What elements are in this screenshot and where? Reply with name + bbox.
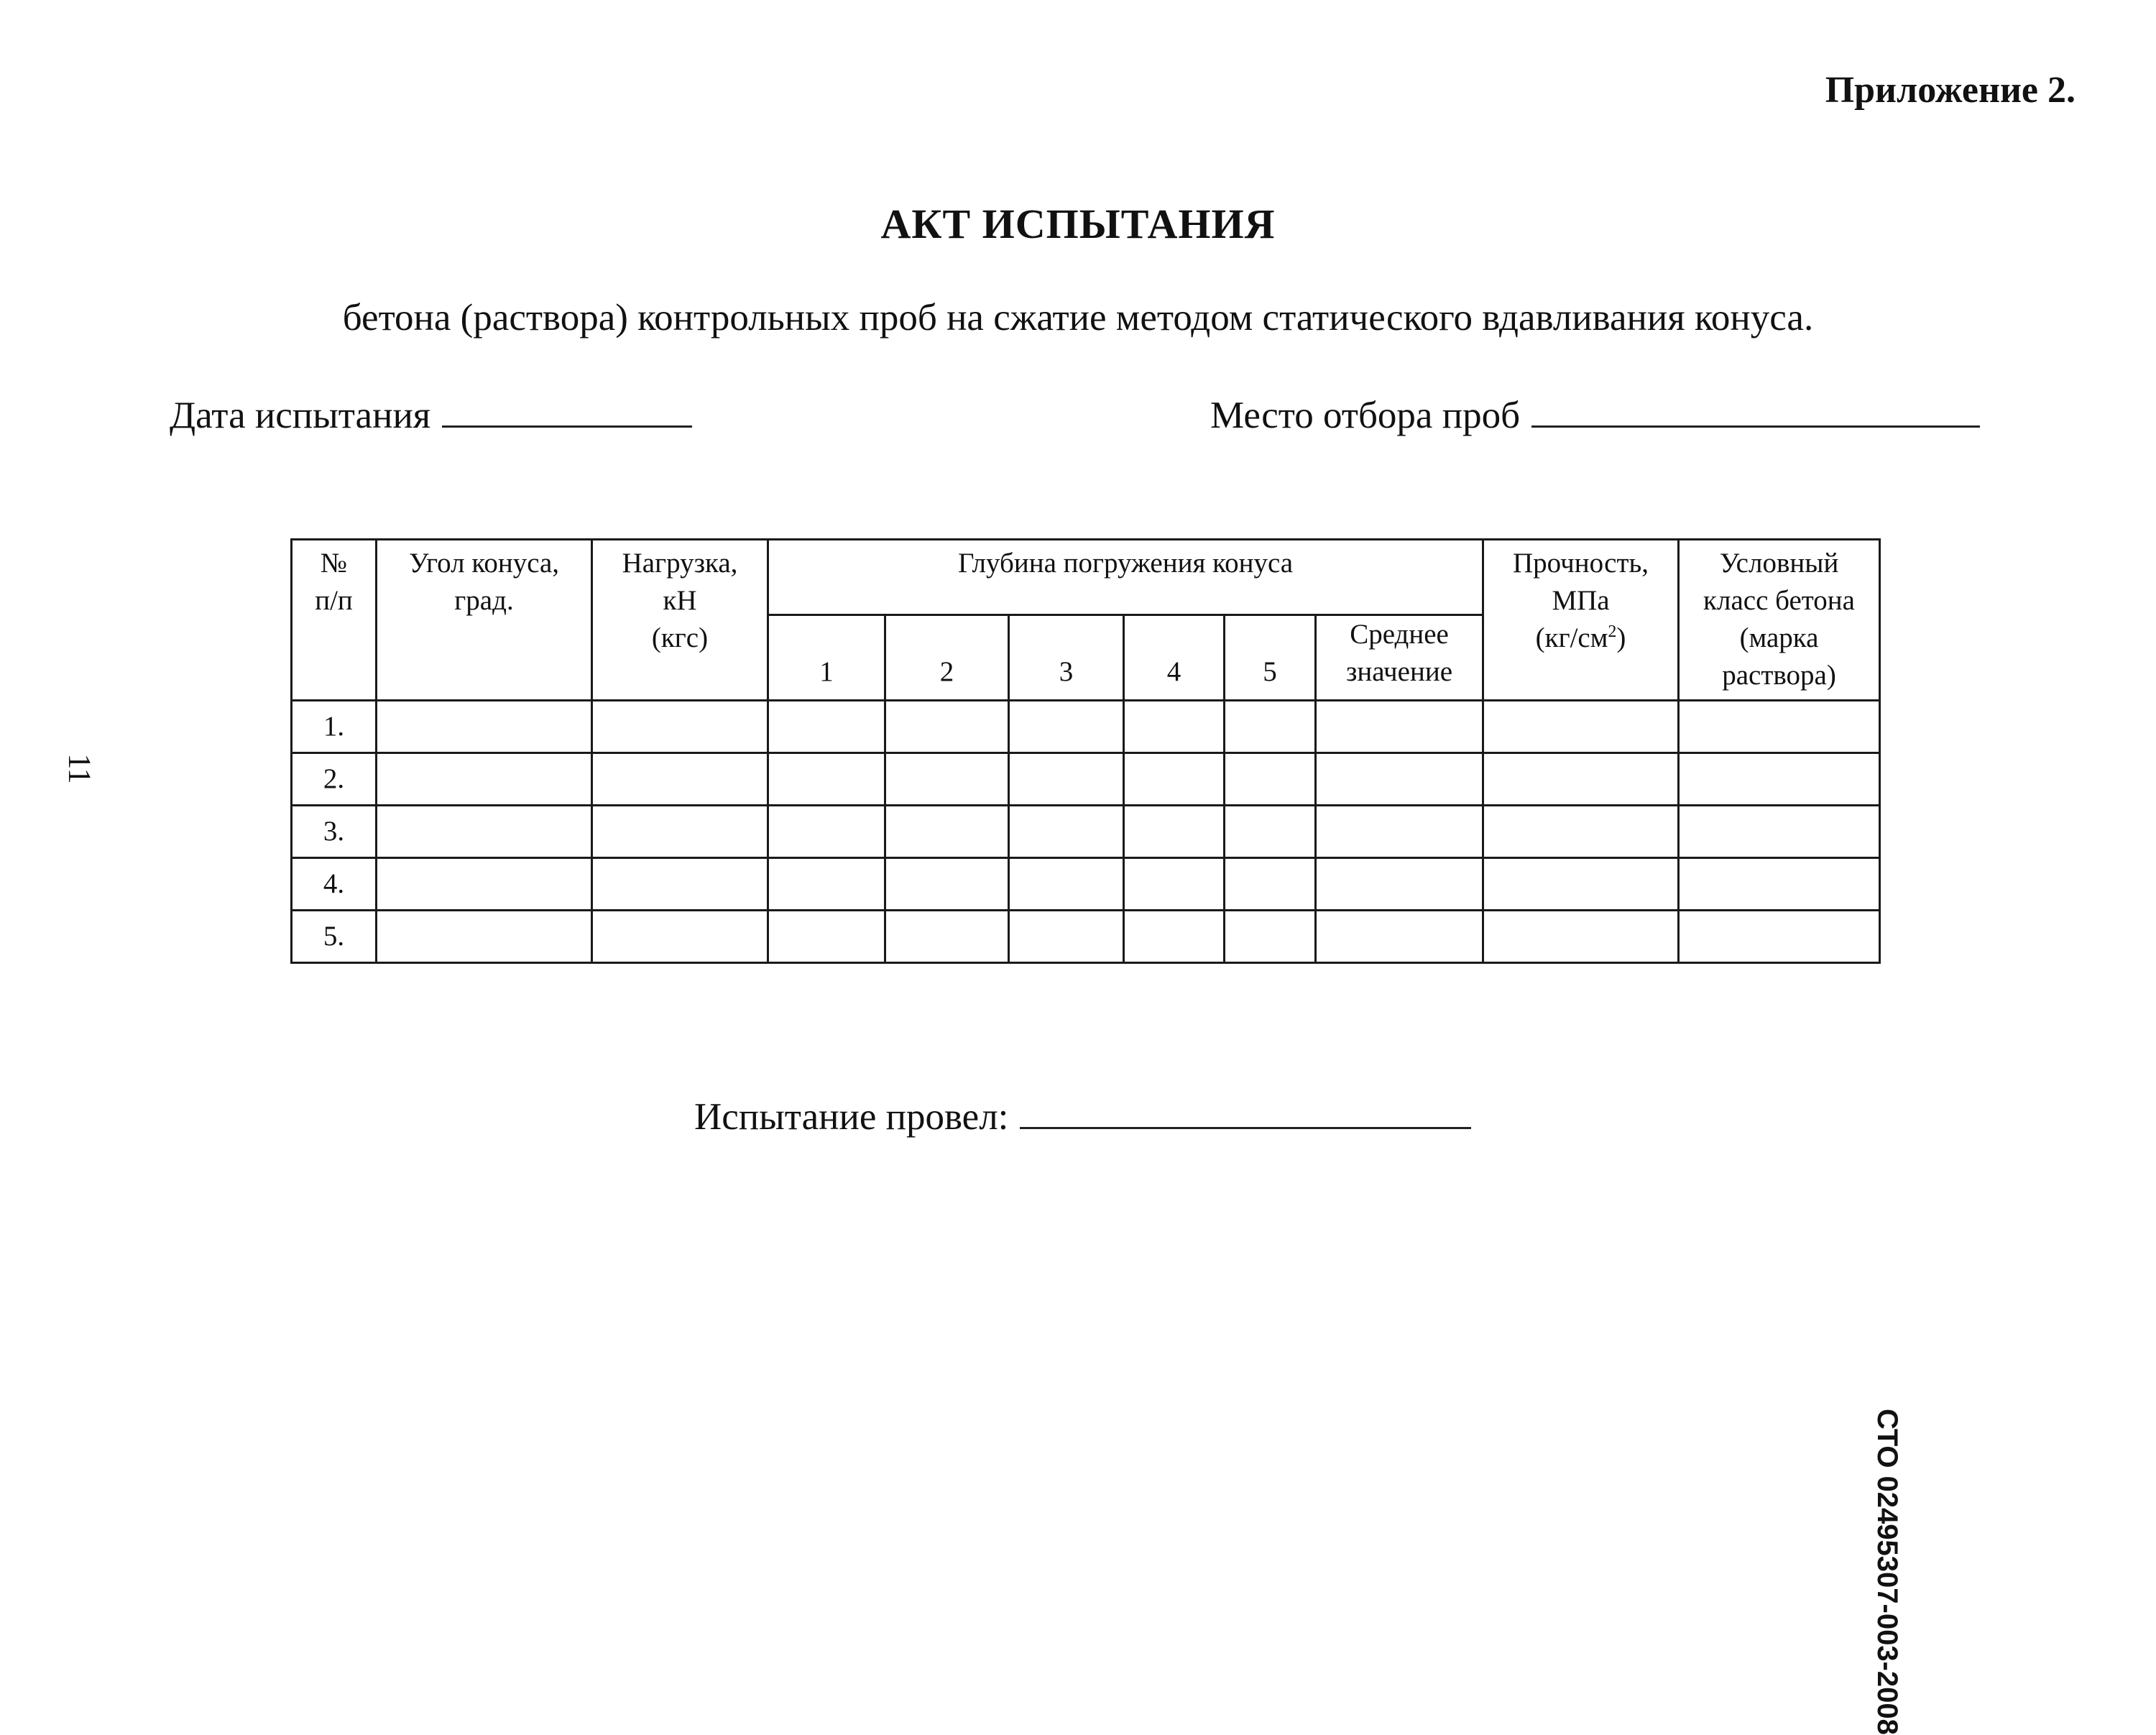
test-date-field [170,394,692,437]
table-row [292,806,1880,858]
depth-1-cell[interactable] [768,806,885,858]
header-concrete-class-line2: класс бетона [1703,585,1855,616]
depth-4-cell[interactable] [1124,753,1225,806]
depth-mean-cell[interactable] [1316,701,1483,753]
header-strength-unit: (кг/см [1535,622,1608,653]
header-depth-1: 1 [768,615,885,701]
header-depth-mean-line1: Среднее [1350,619,1449,650]
table-row [292,911,1880,963]
cone-angle-cell[interactable] [377,701,592,753]
header-strength-close: ) [1616,622,1626,653]
load-cell[interactable] [592,858,768,911]
header-cone-angle [377,540,592,701]
concrete-class-cell[interactable] [1679,806,1880,858]
table-row [292,858,1880,911]
tested-by-label: Испытание провел: [694,1096,1009,1138]
header-load-line2: кН [663,585,697,616]
cone-angle-cell[interactable] [377,858,592,911]
depth-5-cell[interactable] [1225,911,1316,963]
header-concrete-class-line1: Условный [1719,548,1839,579]
row-number-cell: 5. [292,911,377,963]
depth-2-cell[interactable] [885,806,1009,858]
header-concrete-class-line4: раствора) [1722,660,1836,691]
appendix-label: Приложение 2. [1825,70,2076,111]
test-results-table [290,538,1881,964]
header-strength-line3 [1484,620,1677,657]
depth-4-cell[interactable] [1124,911,1225,963]
depth-4-cell[interactable] [1124,806,1225,858]
strength-cell[interactable] [1483,701,1679,753]
row-number-cell: 4. [292,858,377,911]
strength-cell[interactable] [1483,753,1679,806]
header-strength-exponent: 2 [1608,622,1617,641]
depth-4-cell[interactable] [1124,701,1225,753]
depth-3-cell[interactable] [1009,753,1124,806]
sampling-place-blank[interactable] [1531,423,1980,428]
header-load [592,540,768,701]
load-cell[interactable] [592,701,768,753]
depth-4-cell[interactable] [1124,858,1225,911]
header-depth-5: 5 [1225,615,1316,701]
depth-3-cell[interactable] [1009,701,1124,753]
header-depth-mean-line2: значение [1346,656,1453,687]
depth-5-cell[interactable] [1225,806,1316,858]
strength-cell[interactable] [1483,806,1679,858]
concrete-class-cell[interactable] [1679,911,1880,963]
sampling-place-field [1210,394,1980,437]
depth-1-cell[interactable] [768,701,885,753]
table-row [292,753,1880,806]
depth-5-cell[interactable] [1225,701,1316,753]
depth-mean-cell[interactable] [1316,858,1483,911]
test-date-blank[interactable] [442,423,692,428]
concrete-class-cell[interactable] [1679,753,1880,806]
depth-1-cell[interactable] [768,858,885,911]
row-number-cell: 3. [292,806,377,858]
header-penetration-depth-label: Глубина погружения конуса [957,548,1294,579]
load-cell[interactable] [592,753,768,806]
depth-5-cell[interactable] [1225,753,1316,806]
tested-by-blank[interactable] [1020,1124,1471,1129]
depth-2-cell[interactable] [885,858,1009,911]
header-strength-line1: Прочность, [1513,548,1649,579]
load-cell[interactable] [592,806,768,858]
header-depth-mean [1316,615,1483,701]
cone-angle-cell[interactable] [377,911,592,963]
depth-1-cell[interactable] [768,753,885,806]
table-row [292,701,1880,753]
depth-2-cell[interactable] [885,911,1009,963]
header-concrete-class [1679,540,1880,701]
cone-angle-cell[interactable] [377,806,592,858]
header-strength-line2: МПа [1552,585,1610,616]
tested-by-field [694,1095,1471,1138]
depth-mean-cell[interactable] [1316,753,1483,806]
row-number-cell: 2. [292,753,377,806]
header-row-number-line2: п/п [315,585,353,616]
header-depth-3: 3 [1009,615,1124,701]
header-concrete-class-line3: (марка [1739,622,1819,653]
header-strength [1483,540,1679,701]
row-number-cell: 1. [292,701,377,753]
load-cell[interactable] [592,911,768,963]
strength-cell[interactable] [1483,911,1679,963]
page-number: 11 [62,753,98,784]
header-depth-2: 2 [885,615,1009,701]
header-cone-angle-line1: Угол конуса, [408,548,560,579]
depth-mean-cell[interactable] [1316,806,1483,858]
header-cone-angle-line2: град. [454,585,514,616]
concrete-class-cell[interactable] [1679,701,1880,753]
header-load-line3: (кгс) [651,622,709,653]
depth-2-cell[interactable] [885,701,1009,753]
header-depth-4: 4 [1124,615,1225,701]
concrete-class-cell[interactable] [1679,858,1880,911]
document-title: АКТ ИСПЫТАНИЯ [880,201,1276,247]
depth-3-cell[interactable] [1009,858,1124,911]
cone-angle-cell[interactable] [377,753,592,806]
document-code: СТО 02495307-003-2008 [1871,1409,1903,1735]
header-load-line1: Нагрузка, [622,548,738,579]
sampling-place-label: Место отбора проб [1210,395,1521,436]
depth-5-cell[interactable] [1225,858,1316,911]
header-row-number [292,540,377,701]
document-subtitle: бетона (раствора) контрольных проб на сжатие методом статического вдавливания конуса. [342,297,1814,339]
depth-3-cell[interactable] [1009,911,1124,963]
header-row-number-line1: № [320,548,348,579]
strength-cell[interactable] [1483,858,1679,911]
test-date-label: Дата испытания [170,395,431,436]
header-penetration-depth [768,540,1483,615]
depth-1-cell[interactable] [768,911,885,963]
depth-2-cell[interactable] [885,753,1009,806]
depth-mean-cell[interactable] [1316,911,1483,963]
depth-3-cell[interactable] [1009,806,1124,858]
